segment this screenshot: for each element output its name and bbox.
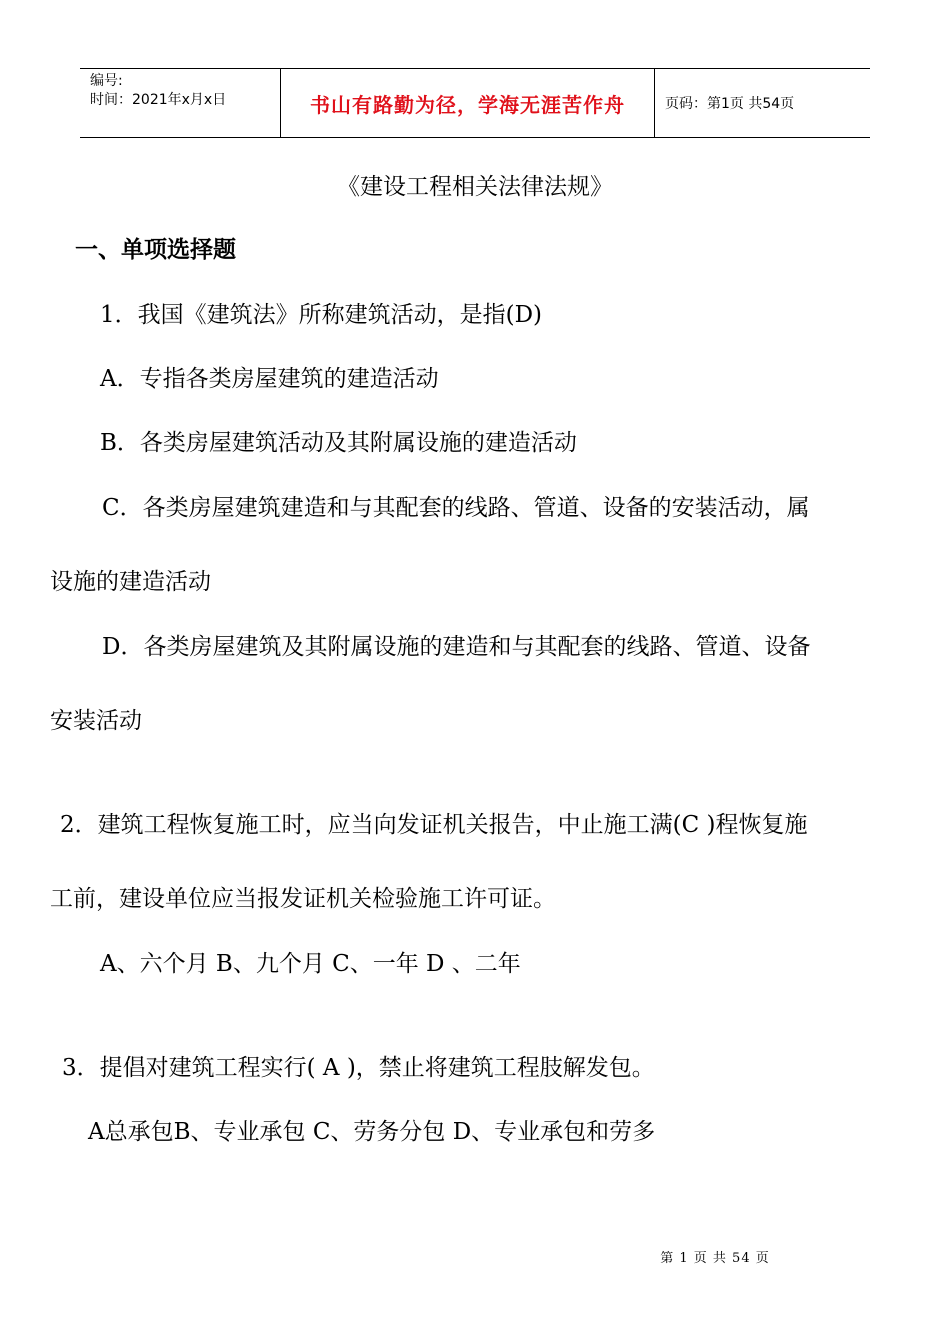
question-3-options: A总承包B、专业承包 C、劳务分包 D、专业承包和劳多	[88, 1119, 656, 1145]
question-1-option-d-continued: 安装活动	[50, 708, 142, 734]
document-number-label: 编号:	[90, 73, 123, 89]
question-2-stem: 2．建筑工程恢复施工时，应当向发证机关报告，中止施工满(C )程恢复施	[60, 812, 808, 838]
question-3-stem: 3．提倡对建筑工程实行( A )，禁止将建筑工程肢解发包。	[62, 1055, 655, 1081]
header-meta	[80, 69, 281, 137]
document-time: 时间：2021年x月x日	[90, 92, 227, 108]
question-2-options: A、六个月 B、九个月 C、一年 D 、二年	[100, 951, 521, 977]
question-1-option-a: A．专指各类房屋建筑的建造活动	[100, 366, 439, 392]
section-heading: 一、单项选择题	[75, 236, 236, 263]
document-title: 《建设工程相关法律法规》	[337, 174, 613, 200]
header-motto: 书山有路勤为径，学海无涯苦作舟	[281, 69, 655, 137]
question-1-option-c: C．各类房屋建筑建造和与其配套的线路、管道、设备的安装活动，属	[102, 495, 810, 521]
question-2-stem-continued: 工前，建设单位应当报发证机关检验施工许可证。	[50, 886, 556, 912]
question-1-option-d: D．各类房屋建筑及其附属设施的建造和与其配套的线路、管道、设备	[102, 634, 811, 660]
question-1-stem: 1．我国《建筑法》所称建筑活动，是指(D)	[100, 302, 543, 328]
question-1-option-b: B．各类房屋建筑活动及其附属设施的建造活动	[100, 430, 577, 456]
question-1-option-c-continued: 设施的建造活动	[50, 569, 211, 595]
page-header	[80, 68, 870, 138]
header-page-info: 页码：第1页 共54页	[665, 96, 795, 112]
page-footer: 第 1 页 共 54 页	[660, 1251, 770, 1266]
